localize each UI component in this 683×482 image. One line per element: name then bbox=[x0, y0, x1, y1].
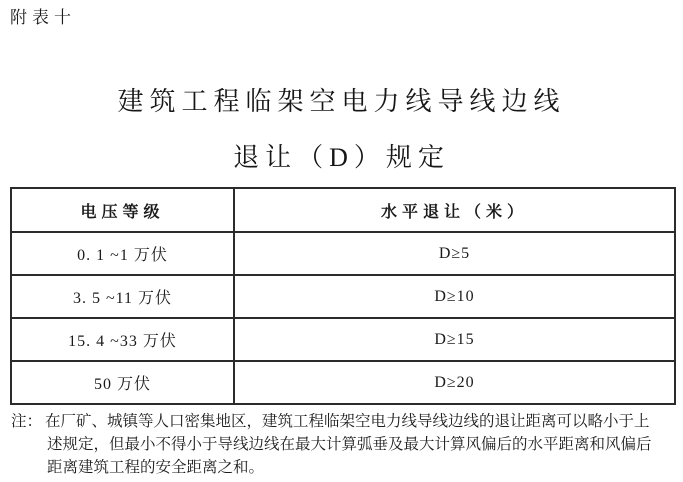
cell-voltage-2: 15. 4 ~33 万伏 bbox=[11, 318, 234, 361]
table-row bbox=[11, 275, 675, 318]
footnote-line-2: 述规定，但最小不得小于导线边线在最大计算弧垂及最大计算风偏后的水平距离和风偏后 bbox=[47, 436, 652, 453]
header-voltage-level: 电压等级 bbox=[11, 188, 234, 232]
appendix-label: 附表十 bbox=[10, 8, 76, 27]
cell-setback-1: D≥10 bbox=[234, 275, 675, 318]
setback-table bbox=[10, 187, 676, 405]
cell-voltage-3: 50 万伏 bbox=[11, 361, 234, 404]
document-title-line2: 退让（D）规定 bbox=[233, 143, 450, 172]
table-row bbox=[11, 318, 675, 361]
cell-setback-3: D≥20 bbox=[234, 361, 675, 404]
header-horizontal-setback: 水平退让（米） bbox=[234, 188, 675, 232]
footnote-line-3: 距离建筑工程的安全距离之和。 bbox=[47, 459, 265, 476]
cell-setback-2: D≥15 bbox=[234, 318, 675, 361]
cell-voltage-1: 3. 5 ~11 万伏 bbox=[11, 275, 234, 318]
cell-voltage-0: 0. 1 ~1 万伏 bbox=[11, 232, 234, 275]
cell-setback-0: D≥5 bbox=[234, 232, 675, 275]
document-title-line1: 建筑工程临架空电力线导线边线 bbox=[117, 87, 566, 116]
table-header-row bbox=[11, 188, 675, 232]
table-row bbox=[11, 361, 675, 404]
table-row bbox=[11, 232, 675, 275]
footnote-text-1: 在厂矿、城镇等人口密集地区，建筑工程临架空电力线导线边线的退让距离可以略小于上 bbox=[45, 413, 650, 430]
footnote-line-1 bbox=[11, 410, 679, 433]
footnote bbox=[11, 410, 679, 479]
footnote-label: 注： bbox=[11, 413, 43, 430]
